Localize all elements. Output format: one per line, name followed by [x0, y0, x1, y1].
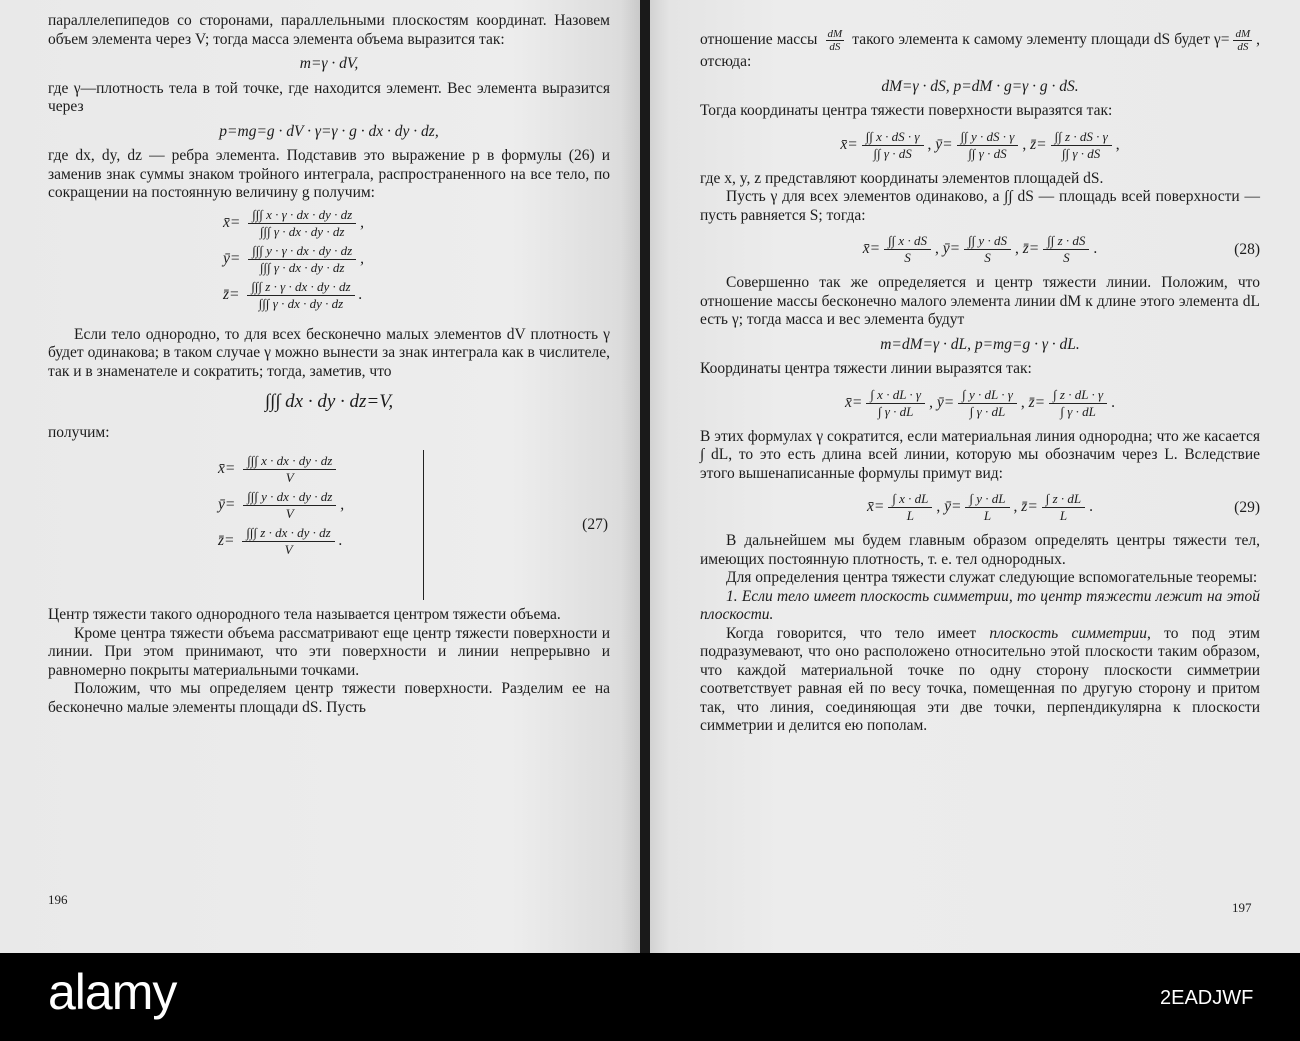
uniform-z-numerator: ∫∫ z · dS: [1043, 233, 1089, 250]
ybar-symbol: ȳ=: [942, 240, 961, 258]
fraction-y-denominator: ∫∫∫ γ · dx · dy · dz: [259, 259, 345, 275]
equation-number-27: (27): [582, 515, 608, 533]
left-paragraph-2: где γ—плотность тела в той точке, где находится элемент. Вес элемента выразится через: [48, 79, 610, 115]
left-paragraph-8: Положим, что мы определяем центр тяжести поверхности. Разделим ее на бесконечно малые элементы площади dS. Пусть: [48, 680, 610, 716]
system-row-y: [218, 489, 344, 522]
homog-x-denominator: L: [906, 508, 914, 523]
ybar-symbol: ȳ=: [936, 393, 955, 411]
line-fraction-z: [1049, 387, 1107, 420]
homog-z-denominator: L: [1059, 508, 1068, 523]
period: .: [358, 285, 363, 303]
book-gutter: [640, 0, 650, 953]
weight-equation: p=mg=g · dV · γ=γ · g · dx · dy · dz,: [219, 122, 439, 140]
right-paragraph-9: Для определения центра тяжести служат следующие вспомогательные теоремы:: [726, 569, 1258, 586]
fraction-gamma-ds: dS: [1237, 41, 1249, 53]
equation-system-27: [218, 450, 608, 600]
fraction-gamma: [1233, 28, 1252, 53]
homog-y-numerator: ∫ y · dL: [965, 491, 1009, 508]
zbar-symbol: z̄=: [1028, 393, 1046, 411]
zbar-symbol: z̄=: [1021, 498, 1038, 516]
line-x-denominator: ∫ γ · dL: [878, 403, 914, 419]
system-x-denominator: V: [285, 470, 294, 485]
comma: ,: [929, 393, 933, 411]
comma: ,: [936, 498, 941, 516]
comma: ,: [1022, 135, 1027, 153]
stock-footer-bar: [0, 953, 1300, 1041]
left-column: [48, 12, 610, 717]
surface-formulas: [700, 129, 1260, 162]
uniform-x-numerator: ∫∫ x · dS: [884, 233, 931, 250]
period: .: [1111, 393, 1115, 411]
period: .: [338, 532, 343, 550]
fraction-x: [248, 207, 356, 240]
xbar-symbol: x̄=: [223, 213, 241, 231]
surface-y-numerator: ∫∫ y · dS · γ: [957, 129, 1019, 146]
fraction-z-denominator: ∫∫∫ γ · dx · dy · dz: [258, 295, 344, 311]
fraction-y: [248, 243, 356, 276]
homog-z-numerator: ∫ z · dL: [1042, 491, 1085, 508]
line-fraction-x: [866, 387, 925, 420]
comma: ,: [1014, 240, 1019, 258]
homog-fraction-y: [965, 491, 1009, 524]
alamy-logo: alamy: [48, 964, 177, 1020]
comma: ,: [934, 240, 939, 258]
fraction-z: [247, 279, 354, 312]
xbar-symbol: x̄=: [862, 240, 881, 258]
line-mass-equation: m=dM=γ · dL, p=mg=g · γ · dL.: [880, 335, 1080, 353]
system-27-stack: [218, 453, 344, 558]
right-paragraph-1-part-b: такого элемента к самому элементу площади dS будет γ=: [852, 31, 1230, 49]
uniform-fraction-x: [884, 233, 931, 266]
ybar-symbol: ȳ=: [218, 496, 236, 514]
system-fraction-x: [243, 453, 336, 486]
left-page: [0, 0, 640, 953]
comma: ,: [340, 496, 345, 514]
uniform-fraction-z: [1043, 233, 1089, 266]
right-paragraph-2: Тогда координаты центра тяжести поверхности выразятся так:: [700, 102, 1113, 119]
uniform-y-denominator: S: [984, 250, 991, 265]
ybar-symbol: ȳ=: [935, 135, 953, 153]
right-paragraph-5: Совершенно так же определяется и центр тяжести линии. Положим, что отношение массы бесконечно малого элемента линии dM к длине этого элемента dL есть γ; тогда масса и вес элемента будут: [700, 274, 1260, 328]
uniform-z-denominator: S: [1063, 250, 1070, 265]
comma: ,: [360, 249, 365, 267]
period: .: [1089, 498, 1094, 516]
homogeneous-line-formulas-29: [700, 491, 1260, 524]
xbar-symbol: x̄=: [866, 498, 885, 516]
surface-x-denominator: ∫∫ γ · dS: [873, 145, 912, 161]
fraction-dm-ds: [826, 28, 845, 53]
uniform-surface-formulas-28: [700, 233, 1260, 266]
right-column: [700, 28, 1260, 736]
fraction-x-denominator: ∫∫∫ γ · dx · dy · dz: [259, 223, 345, 239]
line-x-numerator: ∫ x · dL · γ: [866, 387, 925, 404]
comma: ,: [927, 135, 932, 153]
fraction-dm: dM: [827, 28, 843, 40]
zbar-symbol: z̄=: [1022, 240, 1040, 258]
symmetry-plane-term: плоскость симметрии: [989, 624, 1148, 642]
fraction-z-numerator: ∫∫∫ z · γ · dx · dy · dz: [247, 279, 354, 296]
xbar-symbol: x̄=: [845, 393, 863, 411]
mass-equation: m=γ · dV,: [299, 55, 359, 72]
surface-fraction-x: [862, 129, 924, 162]
right-paragraph-1-part-c: , отсюда:: [700, 31, 1261, 70]
equation-number-28: (28): [1234, 240, 1260, 258]
surface-y-denominator: ∫∫ γ · dS: [968, 145, 1007, 161]
ybar-symbol: ȳ=: [944, 498, 962, 516]
equation-number-29: (29): [1234, 498, 1260, 516]
homog-fraction-z: [1042, 491, 1085, 524]
line-formulas: [700, 387, 1260, 420]
fraction-y-numerator: ∫∫∫ y · γ · dx · dy · dz: [248, 243, 356, 260]
fraction-ds: dS: [829, 41, 841, 53]
right-paragraph-4: Пусть γ для всех элементов одинаково, а ∫∫ dS — площадь всей поверхности — пусть равняется S; тогда:: [700, 188, 1260, 224]
left-paragraph-3: где dx, dy, dz — ребра элемента. Подставив это выражение p в формулы (26) и заменив знак суммы знаком тройного интеграла, распространенного на все тело, по сокращении на постоянную величину g получим:: [48, 147, 610, 201]
formula-x: [223, 207, 610, 240]
uniform-x-denominator: S: [904, 250, 911, 265]
period: .: [1093, 240, 1098, 258]
zbar-symbol: z̄=: [218, 532, 235, 550]
line-z-denominator: ∫ γ · dL: [1060, 403, 1096, 419]
comma: ,: [1115, 135, 1120, 153]
right-paragraph-1: [700, 28, 1260, 72]
comma: ,: [1013, 498, 1018, 516]
right-paragraph-7: В этих формулах γ сократится, если материальная линия однородна; что же касается ∫ dL, то это есть длина всей линии, которую мы обозначим через L. Вследствие этого вышенаписанные формулы примут вид:: [700, 427, 1260, 482]
left-paragraph-4: Если тело однородно, то для всех бесконечно малых элементов dV плотность γ будет одинакова; в таком случае γ можно вынести за знак интеграла как в числителе, так и в знаменателе и сократить; тогда, заметив, что: [48, 325, 610, 380]
page-number-left: 196: [48, 892, 68, 907]
right-brace: [423, 450, 442, 600]
surface-fraction-z: [1051, 129, 1112, 162]
uniform-y-numerator: ∫∫ y · dS: [964, 233, 1011, 250]
theorem-1: 1. Если тело имеет плоскость симметрии, то центр тяжести лежит на этой плоскости.: [700, 587, 1260, 623]
right-paragraph-1-part-a: отношение массы: [700, 31, 818, 49]
ybar-symbol: ȳ=: [223, 249, 241, 267]
fraction-x-numerator: ∫∫∫ x · γ · dx · dy · dz: [248, 207, 356, 224]
right-paragraph-8: В дальнейшем мы будем главным образом определять центры тяжести тел, имеющих постоянную плотность, т. е. тел однородных.: [700, 532, 1260, 568]
right-paragraph-11-part-c: , то под этим подразумевают, что оно расположено относительно этой плоскости таким образом, что каждой материальной точке по одну сторону плоскости симметрии соответствует равная ей по весу точка, помещенная по другую сторону и притом так, что линия, соединяющая эти две точки, перпендикулярна к плоскости симметрии и делится ею пополам.: [700, 624, 1260, 734]
system-y-numerator: ∫∫∫ y · dx · dy · dz: [243, 489, 336, 506]
center-of-gravity-formulas: [223, 207, 610, 312]
left-paragraph-5: получим:: [48, 423, 110, 441]
system-z-denominator: V: [284, 542, 293, 557]
formula-y: [223, 243, 610, 276]
homog-x-numerator: ∫ x · dL: [888, 491, 932, 508]
system-rows: [218, 450, 344, 561]
homog-y-denominator: L: [983, 508, 992, 523]
line-z-numerator: ∫ z · dL · γ: [1049, 387, 1107, 404]
system-y-denominator: V: [285, 506, 294, 521]
surface-z-denominator: ∫∫ γ · dS: [1062, 145, 1101, 161]
right-paragraph-11: [700, 625, 1260, 736]
system-fraction-y: [243, 489, 336, 522]
page-number-right: 197: [1232, 900, 1252, 915]
zbar-symbol: z̄=: [1030, 135, 1047, 153]
xbar-symbol: x̄=: [840, 135, 858, 153]
fraction-gamma-dm: dM: [1235, 28, 1251, 40]
right-paragraph-6: Координаты центра тяжести линии выразятся так:: [700, 360, 1032, 377]
xbar-symbol: x̄=: [218, 460, 236, 478]
left-paragraph-7: Кроме центра тяжести объема рассматривают еще центр тяжести поверхности и линии. При этом принимают, что эти поверхности и линии непрерывно и равномерно покрыты материальными точками.: [48, 624, 610, 679]
line-fraction-y: [958, 387, 1017, 420]
right-page: [650, 0, 1300, 953]
line-y-denominator: ∫ γ · dL: [969, 403, 1006, 419]
homog-fraction-x: [888, 491, 932, 524]
comma: ,: [360, 213, 365, 231]
surface-fraction-y: [957, 129, 1019, 162]
uniform-fraction-y: [964, 233, 1011, 266]
system-row-z: [218, 525, 344, 558]
surface-x-numerator: ∫∫ x · dS · γ: [862, 129, 924, 146]
comma: ,: [1020, 393, 1025, 411]
system-fraction-z: [242, 525, 334, 558]
zbar-symbol: z̄=: [223, 285, 240, 303]
volume-equation: ∫∫∫ dx · dy · dz=V,: [264, 391, 394, 412]
left-paragraph-1: параллелепипедов со сторонами, параллельными плоскостям координат. Назовем объем элемента через V; тогда масса элемента объема выразится так:: [48, 12, 610, 48]
system-z-numerator: ∫∫∫ z · dx · dy · dz: [242, 525, 334, 542]
system-x-numerator: ∫∫∫ x · dx · dy · dz: [243, 453, 336, 470]
formula-z: [223, 279, 610, 312]
right-paragraph-3: где x, y, z представляют координаты элементов площадей dS.: [700, 169, 1104, 187]
system-row-x: [218, 453, 344, 486]
right-paragraph-11-part-a: Когда говорится, что тело имеет: [726, 624, 990, 642]
line-y-numerator: ∫ y · dL · γ: [958, 387, 1017, 404]
left-paragraph-6: Центр тяжести такого однородного тела называется центром тяжести объема.: [48, 606, 561, 623]
surface-z-numerator: ∫∫ z · dS · γ: [1051, 129, 1112, 146]
image-code: 2EADJWF: [1160, 987, 1254, 1009]
dm-equation: dM=γ · dS, p=dM · g=γ · g · dS.: [881, 77, 1079, 95]
